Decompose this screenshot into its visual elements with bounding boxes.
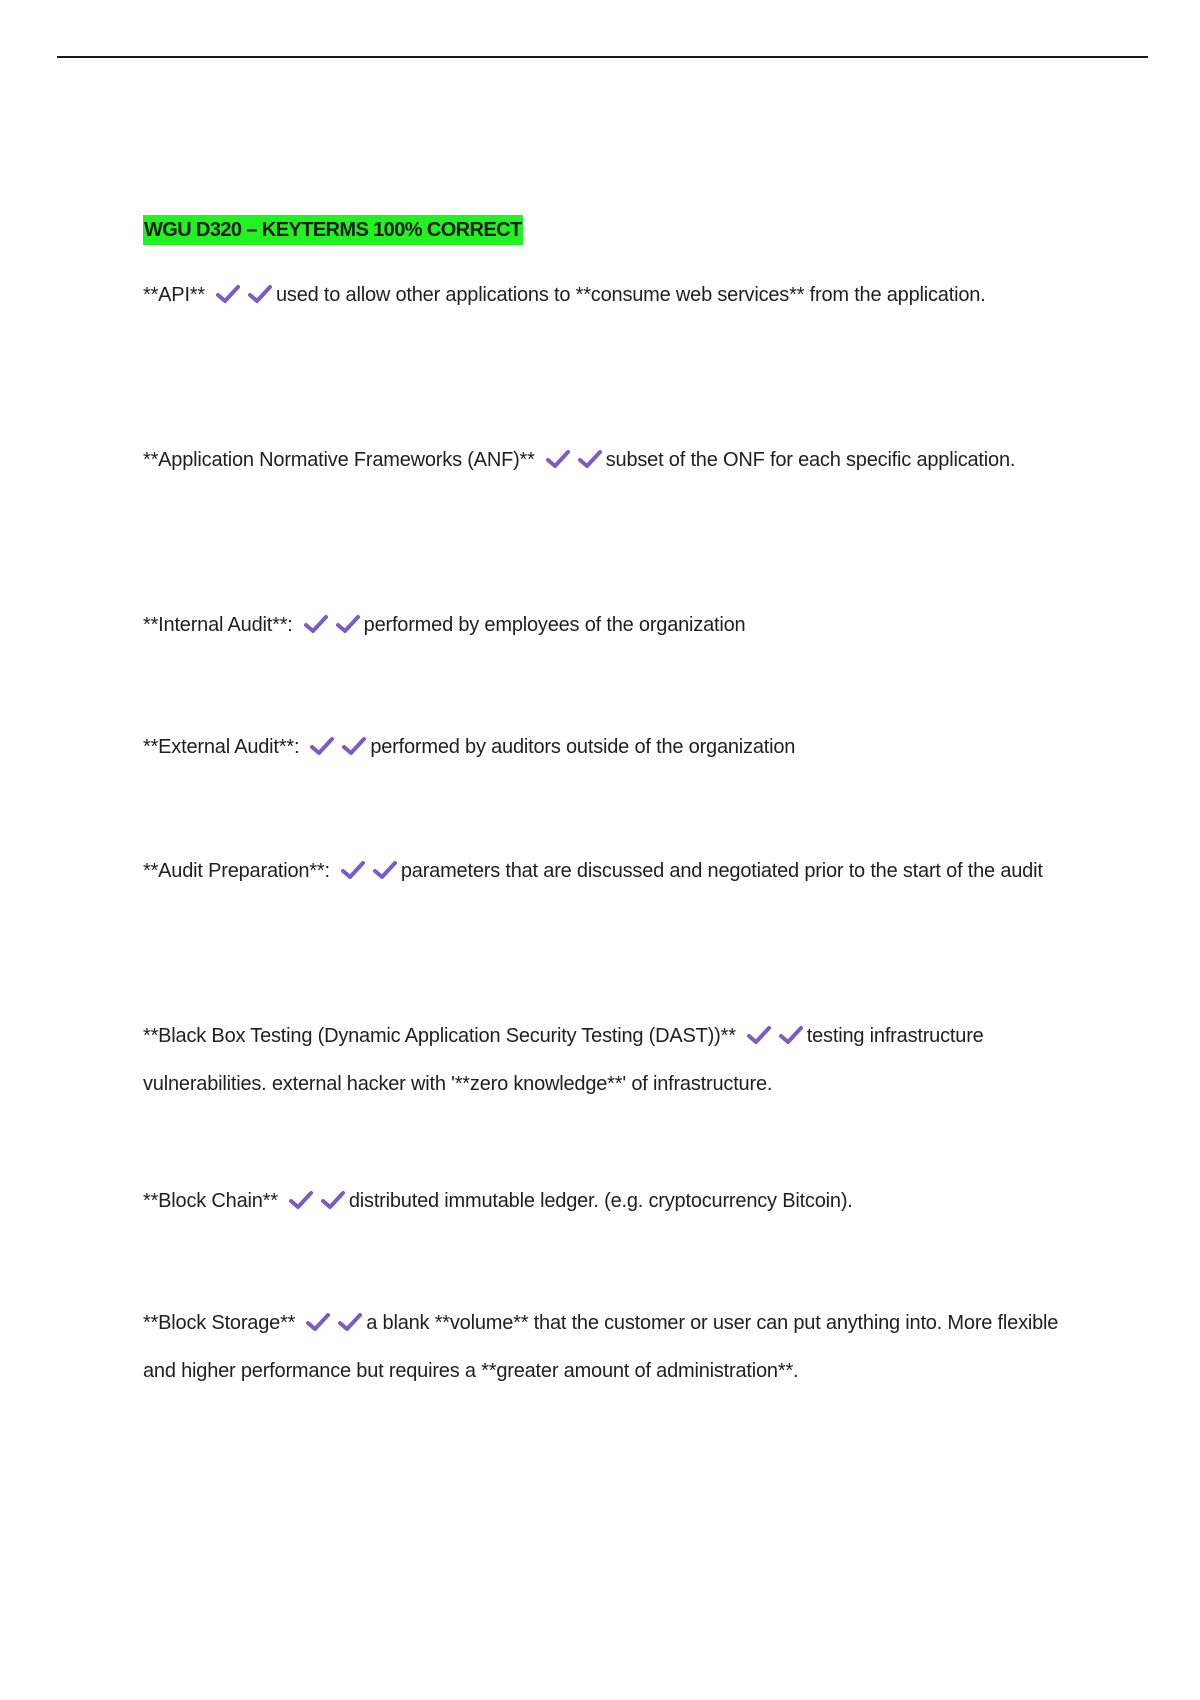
term-label: **Block Chain** [143, 1190, 278, 1212]
check-icon [320, 1189, 346, 1211]
term-label: **Internal Audit**: [143, 614, 293, 636]
check-icon [545, 448, 571, 470]
check-icon [247, 283, 273, 305]
header-rule [57, 56, 1148, 58]
check-icon [288, 1189, 314, 1211]
double-check-icons [305, 1305, 363, 1349]
double-check-icons [288, 1183, 346, 1227]
check-icon [577, 448, 603, 470]
term-definition: performed by employees of the organization [363, 614, 746, 636]
term-definition: testing infrastructure vulnerabilities. external hacker with '**zero knowledge**' of infrastructure. [143, 1025, 984, 1095]
check-icon [303, 613, 329, 635]
key-term-entry-block-chain [143, 1179, 1063, 1227]
double-check-icons [746, 1018, 804, 1062]
check-icon [309, 735, 335, 757]
check-icon [215, 283, 241, 305]
key-term-entry-black-box-testing [143, 1014, 1063, 1106]
term-label: **Application Normative Frameworks (ANF)** [143, 449, 535, 471]
key-term-entry-block-storage [143, 1301, 1063, 1393]
check-icon [305, 1311, 331, 1333]
double-check-icons [215, 277, 273, 321]
key-term-entry-external-audit [143, 725, 1063, 773]
key-term-entry-api [143, 273, 1063, 321]
double-check-icons [545, 442, 603, 486]
check-icon [778, 1024, 804, 1046]
term-definition: distributed immutable ledger. (e.g. cryptocurrency Bitcoin). [348, 1190, 853, 1212]
term-definition: subset of the ONF for each specific application. [605, 449, 1016, 471]
double-check-icons [303, 607, 361, 651]
check-icon [340, 859, 366, 881]
term-label: **Audit Preparation**: [143, 860, 330, 882]
check-icon [341, 735, 367, 757]
term-definition: a blank **volume** that the customer or user can put anything into. More flexible and higher performance but requires a **greater amount of administration**. [143, 1312, 1059, 1382]
double-check-icons [340, 853, 398, 897]
key-term-entry-anf [143, 438, 1063, 486]
term-label: **External Audit**: [143, 736, 300, 758]
term-label: **API** [143, 284, 205, 306]
double-check-icons [309, 729, 367, 773]
term-definition: performed by auditors outside of the organization [370, 736, 796, 758]
check-icon [337, 1311, 363, 1333]
check-icon [335, 613, 361, 635]
check-icon [372, 859, 398, 881]
document-title: WGU D320 – KEYTERMS 100% CORRECT [143, 215, 523, 245]
key-term-entry-audit-preparation [143, 849, 1063, 897]
term-label: **Block Storage** [143, 1312, 296, 1334]
term-definition: used to allow other applications to **consume web services** from the application. [275, 284, 986, 306]
term-label: **Black Box Testing (Dynamic Application Security Testing (DAST))** [143, 1025, 736, 1047]
check-icon [746, 1024, 772, 1046]
term-definition: parameters that are discussed and negotiated prior to the start of the audit [400, 860, 1043, 882]
key-term-entry-internal-audit [143, 603, 1063, 651]
